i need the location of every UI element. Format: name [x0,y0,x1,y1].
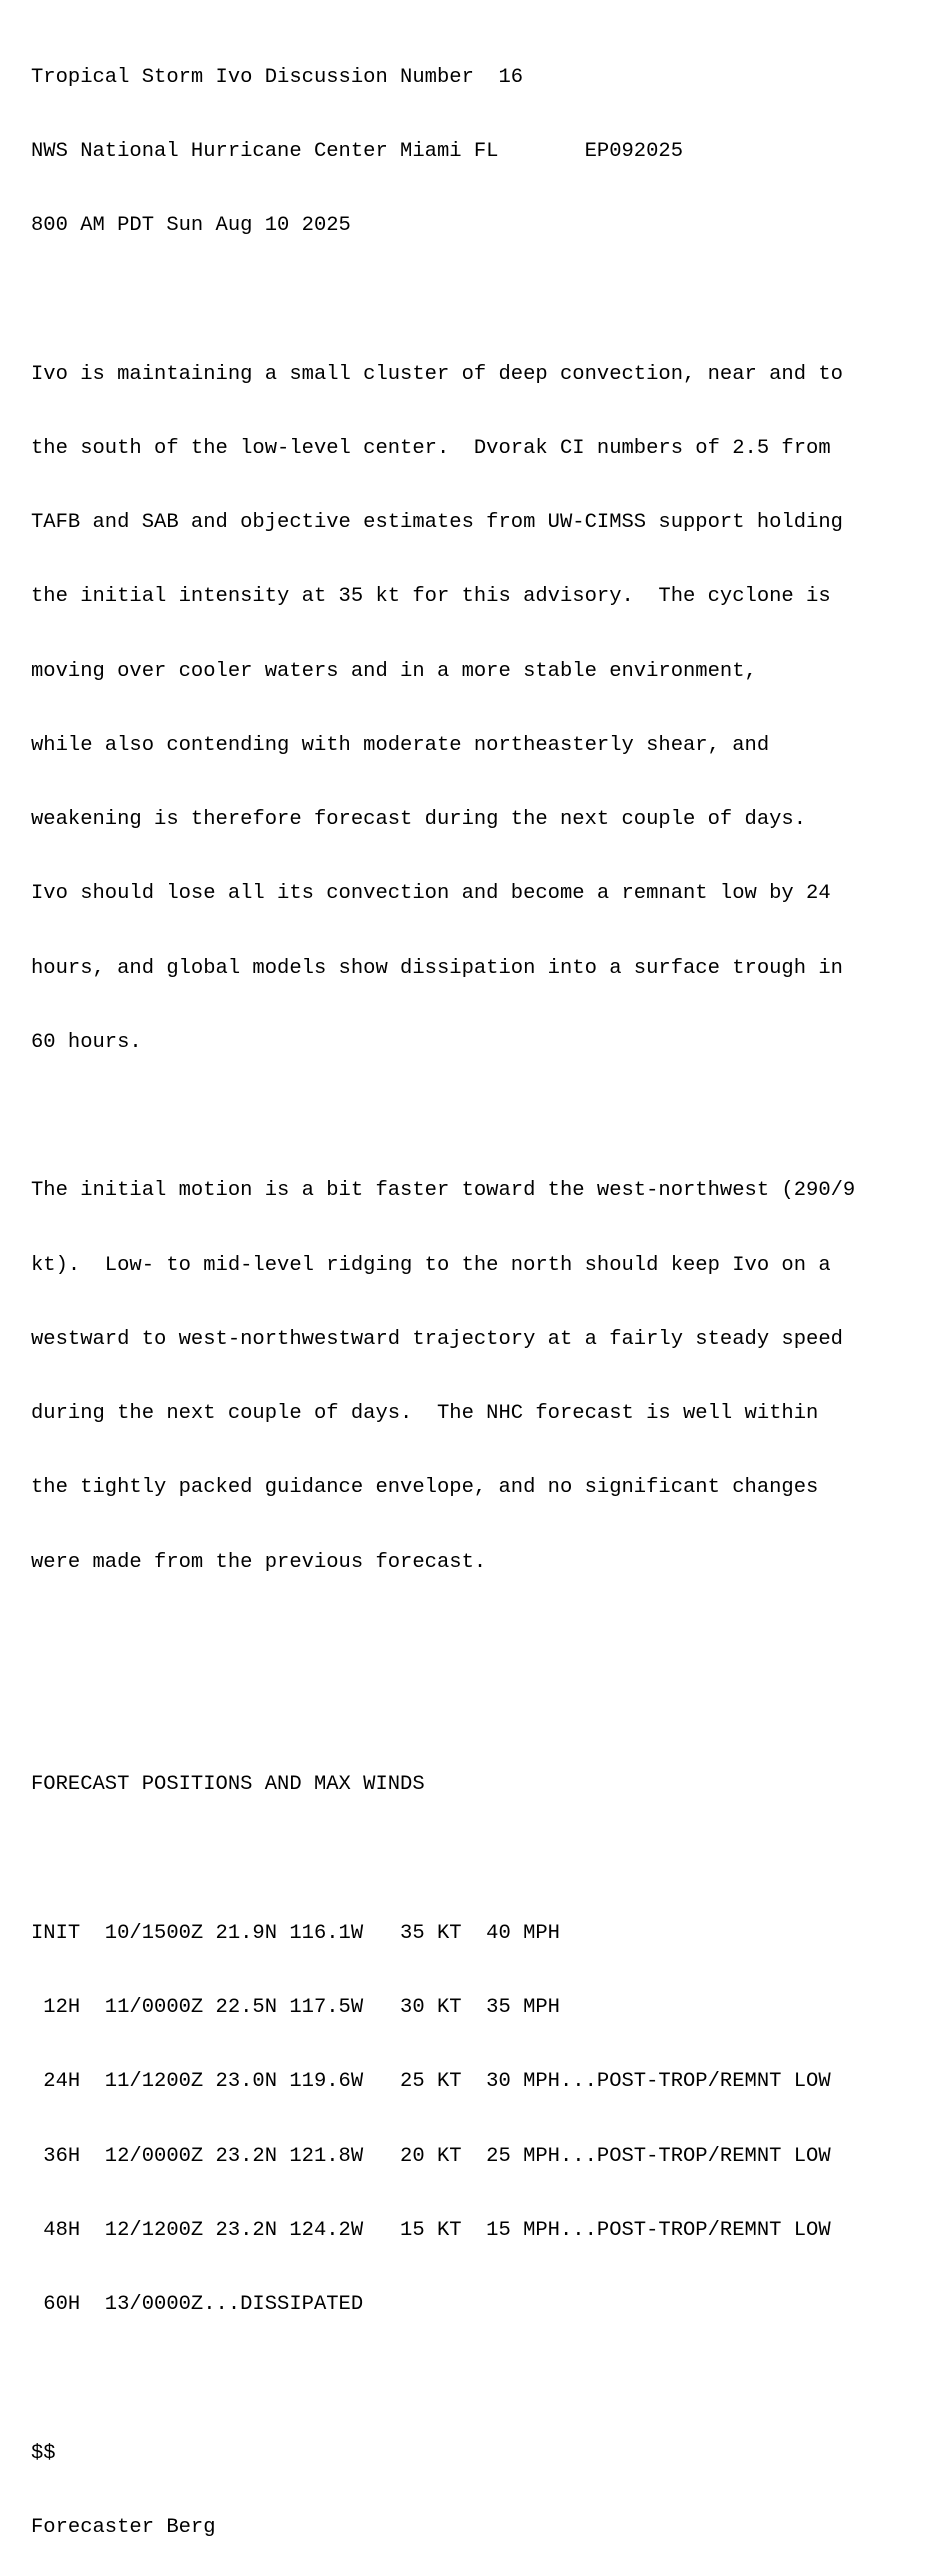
issue-time: 800 AM PDT Sun Aug 10 2025 [31,214,351,237]
blank-line [31,1848,950,1873]
paragraph1-line: Ivo is maintaining a small cluster of deep convection, near and to [31,362,843,386]
paragraph2-line: the tightly packed guidance envelope, and no significant changes [31,1476,819,1500]
blank-line [31,1625,950,1650]
paragraph1-line: hours, and global models show dissipation into a surface trough in [31,956,843,980]
blank-line [31,2367,950,2392]
forecast-row: 60H 13/0000Z...DISSIPATED [31,2293,364,2316]
paragraph2-line: were made from the previous forecast. [31,1550,487,1574]
forecast-row: 48H 12/1200Z 23.2N 124.2W 15 KT 15 MPH...POST-TROP/REMNT LOW [31,2218,831,2242]
paragraph1-line: the south of the low-level center. Dvorak CI numbers of 2.5 from [31,436,831,460]
paragraph2-line: kt). Low- to mid-level ridging to the north should keep Ivo on a [31,1253,831,1277]
forecast-row: 12H 11/0000Z 22.5N 117.5W 30 KT 35 MPH [31,1996,560,2019]
paragraph1-line: Ivo should lose all its convection and become a remnant low by 24 [31,882,831,906]
forecast-row: 36H 12/0000Z 23.2N 121.8W 20 KT 25 MPH...POST-TROP/REMNT LOW [31,2144,831,2168]
blank-line [31,1105,950,1130]
discussion-title: Tropical Storm Ivo Discussion Number 16 [31,65,524,89]
paragraph1-line: the initial intensity at 35 kt for this advisory. The cyclone is [31,585,831,609]
forecast-heading: FORECAST POSITIONS AND MAX WINDS [31,1773,425,1797]
paragraph1-line: while also contending with moderate northeasterly shear, and [31,733,770,757]
paragraph1-line: moving over cooler waters and in a more stable environment, [31,659,757,683]
product-terminator: $$ [31,2441,56,2465]
forecast-row: 24H 11/1200Z 23.0N 119.6W 25 KT 30 MPH...POST-TROP/REMNT LOW [31,2070,831,2094]
paragraph2-line: during the next couple of days. The NHC forecast is well within [31,1402,819,1425]
blank-line [31,288,950,313]
paragraph1-line: TAFB and SAB and objective estimates from UW-CIMSS support holding [31,511,843,534]
paragraph1-line: 60 hours. [31,1030,142,1054]
blank-line [31,1699,950,1724]
issuing-office: NWS National Hurricane Center Miami FL EP092025 [31,139,684,163]
paragraph1-line: weakening is therefore forecast during the next couple of days. [31,808,807,831]
paragraph2-line: westward to west-northwestward trajectory at a fairly steady speed [31,1327,843,1351]
paragraph2-line: The initial motion is a bit faster toward the west-northwest (290/9 [31,1179,856,1203]
forecast-row: INIT 10/1500Z 21.9N 116.1W 35 KT 40 MPH [31,1921,560,1945]
forecaster-name: Forecaster Berg [31,2515,216,2539]
